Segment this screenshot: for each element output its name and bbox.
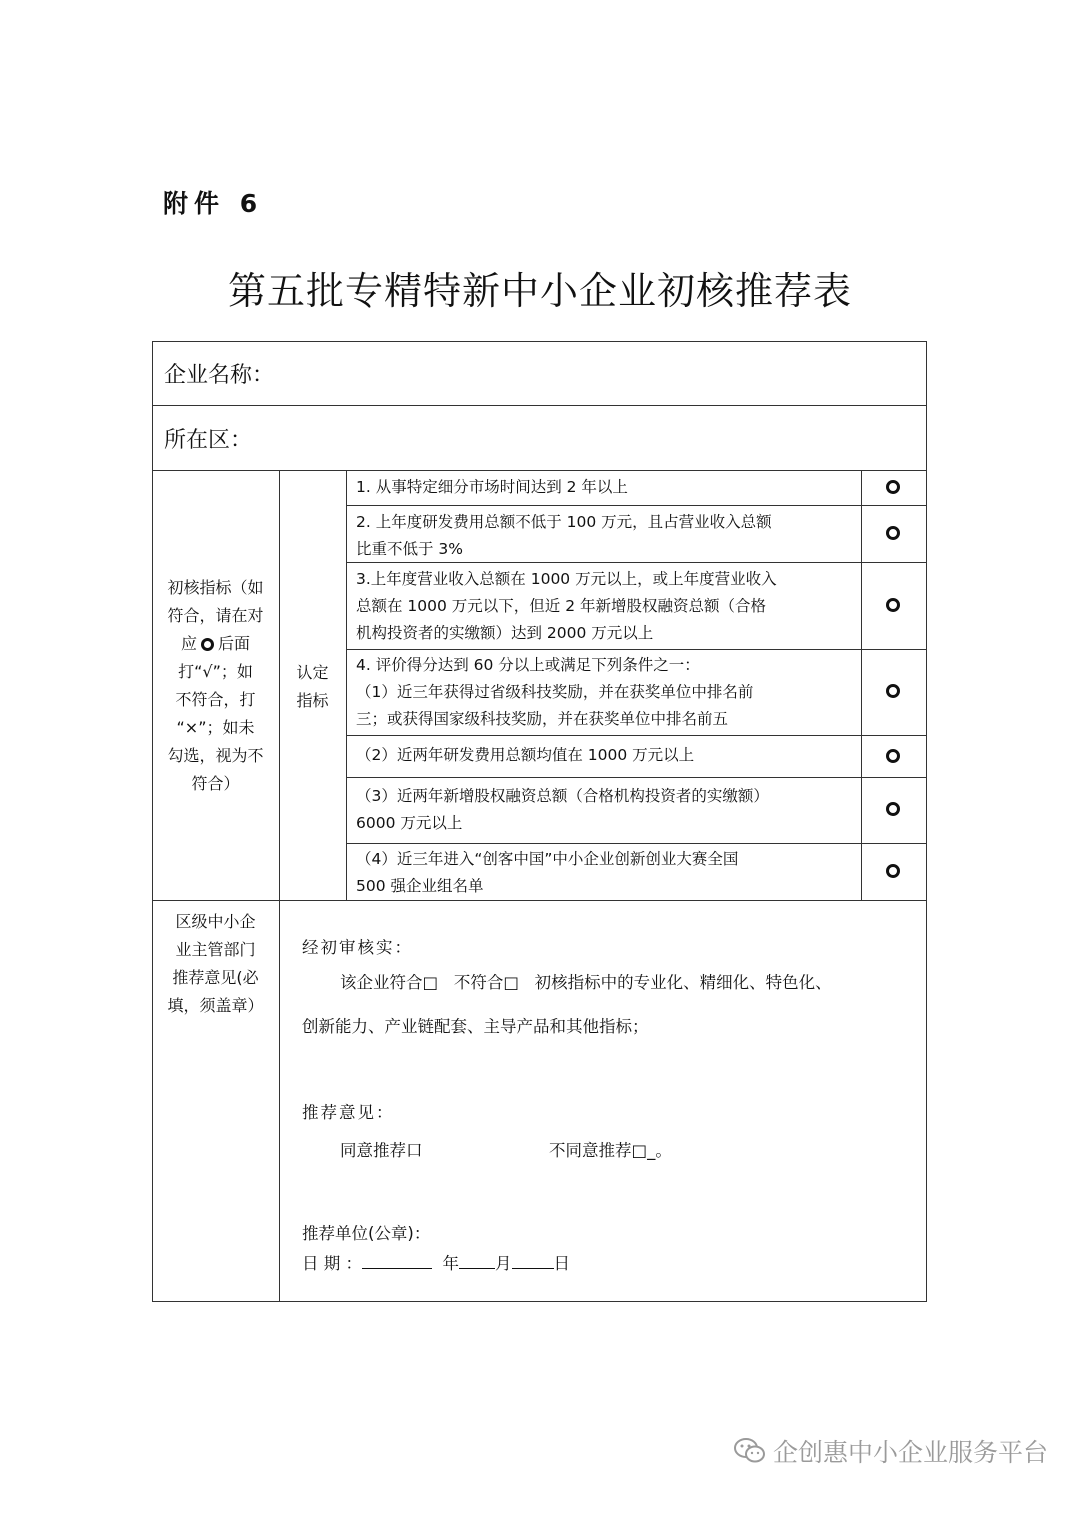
criterion-4 <box>356 652 856 733</box>
indicator-label-line: 勾选，视为不 <box>167 746 264 765</box>
page-title: 第五批专精特新中小企业初核推荐表 <box>227 269 852 313</box>
watermark <box>733 1433 1048 1471</box>
indicator-label-line: 不符合，打 <box>175 690 256 709</box>
date-month-blank[interactable] <box>459 1252 495 1269</box>
recommend-unit: 推荐单位(公章)： <box>302 1224 431 1243</box>
watermark-text: 企创惠中小企业服务平台 <box>772 1438 1048 1467</box>
opinion-label <box>152 908 279 1020</box>
column-divider <box>279 470 280 1302</box>
company-name-field[interactable]: 企业名称： <box>164 363 275 388</box>
date-year-blank[interactable] <box>362 1252 432 1269</box>
criterion-line: 比重不低于 3% <box>356 540 464 558</box>
category-label-line: 认定 <box>296 663 329 682</box>
year-label: 年 <box>442 1254 459 1273</box>
criteria-divider <box>346 735 927 736</box>
recommend-title: 推荐意见： <box>302 1103 395 1122</box>
month-label: 月 <box>495 1254 512 1273</box>
criterion-4-1-check-circle-icon[interactable] <box>886 684 900 698</box>
criterion-line: （2）近两年研发费用总额均值在 1000 万元以上 <box>356 746 695 764</box>
category-label-line: 指标 <box>296 691 329 710</box>
criterion-line: 总额在 1000 万元以下，但近 2 年新增股权融资总额（合格 <box>356 597 767 615</box>
column-divider <box>346 470 347 900</box>
date-day-blank[interactable] <box>512 1252 554 1269</box>
indicator-label <box>152 574 279 798</box>
criterion-line: 3.上年度营业收入总额在 1000 万元以上，或上年度营业收入 <box>356 570 777 588</box>
agree-checkbox[interactable]: 同意推荐口 <box>340 1141 423 1160</box>
indicator-label-line: “×”；如未 <box>176 718 255 737</box>
review-line-1[interactable]: 该企业符合□ 不符合□ 初核指标中的专业化、精细化、特色化、 <box>340 973 832 992</box>
disagree-checkbox[interactable]: 不同意推荐□_。 <box>549 1141 672 1160</box>
criterion-2 <box>356 509 856 563</box>
review-line-2: 创新能力、产业链配套、主导产品和其他指标； <box>302 1017 649 1036</box>
annex-label: 附件 6 <box>163 189 264 218</box>
criterion-line: 机构投资者的实缴额）达到 2000 万元以上 <box>356 624 654 642</box>
criterion-line: 2. 上年度研发费用总额不低于 100 万元，且占营业收入总额 <box>356 513 772 531</box>
criterion-line: 4. 评价得分达到 60 分以上或满足下列条件之一： <box>356 656 700 674</box>
wechat-icon <box>733 1437 767 1471</box>
category-label <box>279 659 346 715</box>
criteria-divider <box>346 505 927 506</box>
criterion-1-check-circle-icon[interactable] <box>886 480 900 494</box>
criterion-4-4-check-circle-icon[interactable] <box>886 864 900 878</box>
indicator-label-line: 初核指标（如 <box>167 578 264 597</box>
criterion-4-2 <box>356 742 856 769</box>
criteria-divider <box>346 777 927 778</box>
row-divider <box>152 405 927 406</box>
indicator-label-line: 打“√”；如 <box>178 662 253 681</box>
criterion-line: 三；或获得国家级科技奖励，并在获奖单位中排名前五 <box>356 710 729 728</box>
criteria-divider <box>346 649 927 650</box>
day-label: 日 <box>553 1254 570 1273</box>
indicator-label-line: 符合） <box>191 774 240 793</box>
criterion-line: （3）近两年新增股权融资总额（合格机构投资者的实缴额） <box>356 787 769 805</box>
criterion-4-3 <box>356 783 856 837</box>
indicator-label-part: 后面 <box>218 634 251 653</box>
row-divider <box>152 470 927 471</box>
indicator-label-line <box>152 630 279 658</box>
district-field[interactable]: 所在区： <box>164 428 253 453</box>
column-divider <box>861 470 862 900</box>
opinion-label-line: 区级中小企 <box>175 912 256 931</box>
review-title: 经初审核实： <box>302 938 413 957</box>
criterion-line: 1. 从事特定细分市场时间达到 2 年以上 <box>356 478 628 496</box>
criterion-3 <box>356 566 856 647</box>
criterion-line: （1）近三年获得过省级科技奖励，并在获奖单位中排名前 <box>356 683 754 701</box>
criterion-line: 6000 万元以上 <box>356 814 463 832</box>
criterion-2-check-circle-icon[interactable] <box>886 526 900 540</box>
criterion-3-check-circle-icon[interactable] <box>886 598 900 612</box>
opinion-label-line: 业主管部门 <box>175 940 256 959</box>
criterion-line: （4）近三年进入“创客中国”中小企业创新创业大赛全国 <box>356 850 739 868</box>
criterion-4-3-check-circle-icon[interactable] <box>886 802 900 816</box>
date-label: 日 期 ： <box>302 1254 362 1273</box>
criterion-4-2-check-circle-icon[interactable] <box>886 749 900 763</box>
opinion-label-line: 推荐意见(必 <box>172 968 259 987</box>
criteria-divider <box>346 843 927 844</box>
indicator-label-line: 符合，请在对 <box>167 606 264 625</box>
row-divider <box>152 900 927 901</box>
date-row <box>302 1250 570 1274</box>
opinion-label-line: 填，须盖章） <box>167 996 264 1015</box>
criterion-line: 500 强企业组名单 <box>356 877 484 895</box>
criterion-4-4 <box>356 846 856 900</box>
circle-icon <box>201 638 214 651</box>
criterion-1 <box>356 474 856 501</box>
indicator-label-part: 应 <box>180 634 197 653</box>
